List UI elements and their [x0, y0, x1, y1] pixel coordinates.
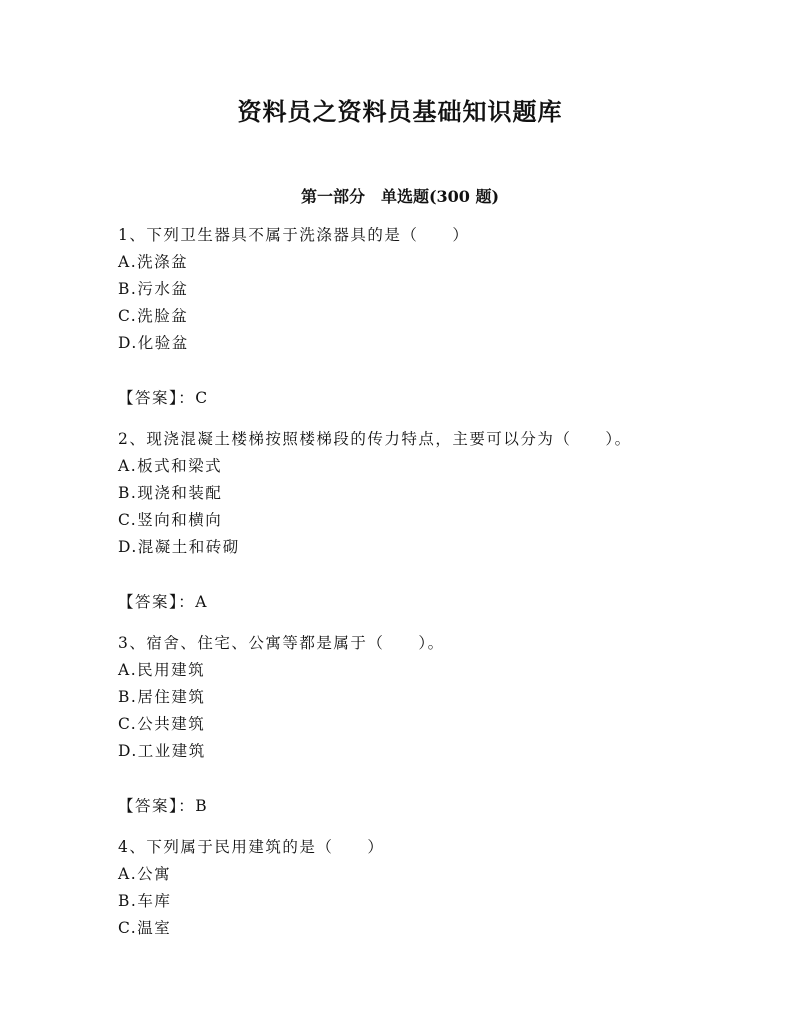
option-a: A.公寓 — [118, 865, 172, 883]
question-stem: 2、现浇混凝土楼梯按照楼梯段的传力特点，主要可以分为（ ）。 — [118, 430, 632, 448]
answer-2: 【答案】：A — [118, 593, 208, 611]
option-a: A.民用建筑 — [118, 661, 206, 679]
answer-3: 【答案】：B — [118, 797, 209, 815]
section-heading: 第一部分 单选题(300 题) — [300, 187, 500, 206]
option-c: C.洗脸盆 — [118, 307, 189, 325]
option-d: D.混凝土和砖砌 — [118, 538, 240, 556]
option-c: C.竖向和横向 — [118, 511, 223, 529]
option-d: D.化验盆 — [118, 334, 189, 352]
question-stem: 3、宿舍、住宅、公寓等都是属于（ ）。 — [118, 634, 445, 652]
question-1 — [118, 222, 718, 357]
option-d: D.工业建筑 — [118, 742, 206, 760]
option-c: C.温室 — [118, 919, 172, 937]
option-b: B.现浇和装配 — [118, 484, 223, 502]
document-title: 资料员之资料员基础知识题库 — [237, 97, 563, 126]
option-a: A.板式和梁式 — [118, 457, 223, 475]
question-2 — [118, 426, 718, 561]
option-b: B.车库 — [118, 892, 172, 910]
question-stem: 1、下列卫生器具不属于洗涤器具的是（ ） — [118, 226, 470, 244]
option-c: C.公共建筑 — [118, 715, 206, 733]
question-3 — [118, 630, 718, 765]
question-stem: 4、下列属于民用建筑的是（ ） — [118, 838, 385, 856]
option-b: B.居住建筑 — [118, 688, 206, 706]
question-4 — [118, 834, 718, 942]
answer-1: 【答案】：C — [118, 389, 209, 407]
option-b: B.污水盆 — [118, 280, 189, 298]
option-a: A.洗涤盆 — [118, 253, 189, 271]
